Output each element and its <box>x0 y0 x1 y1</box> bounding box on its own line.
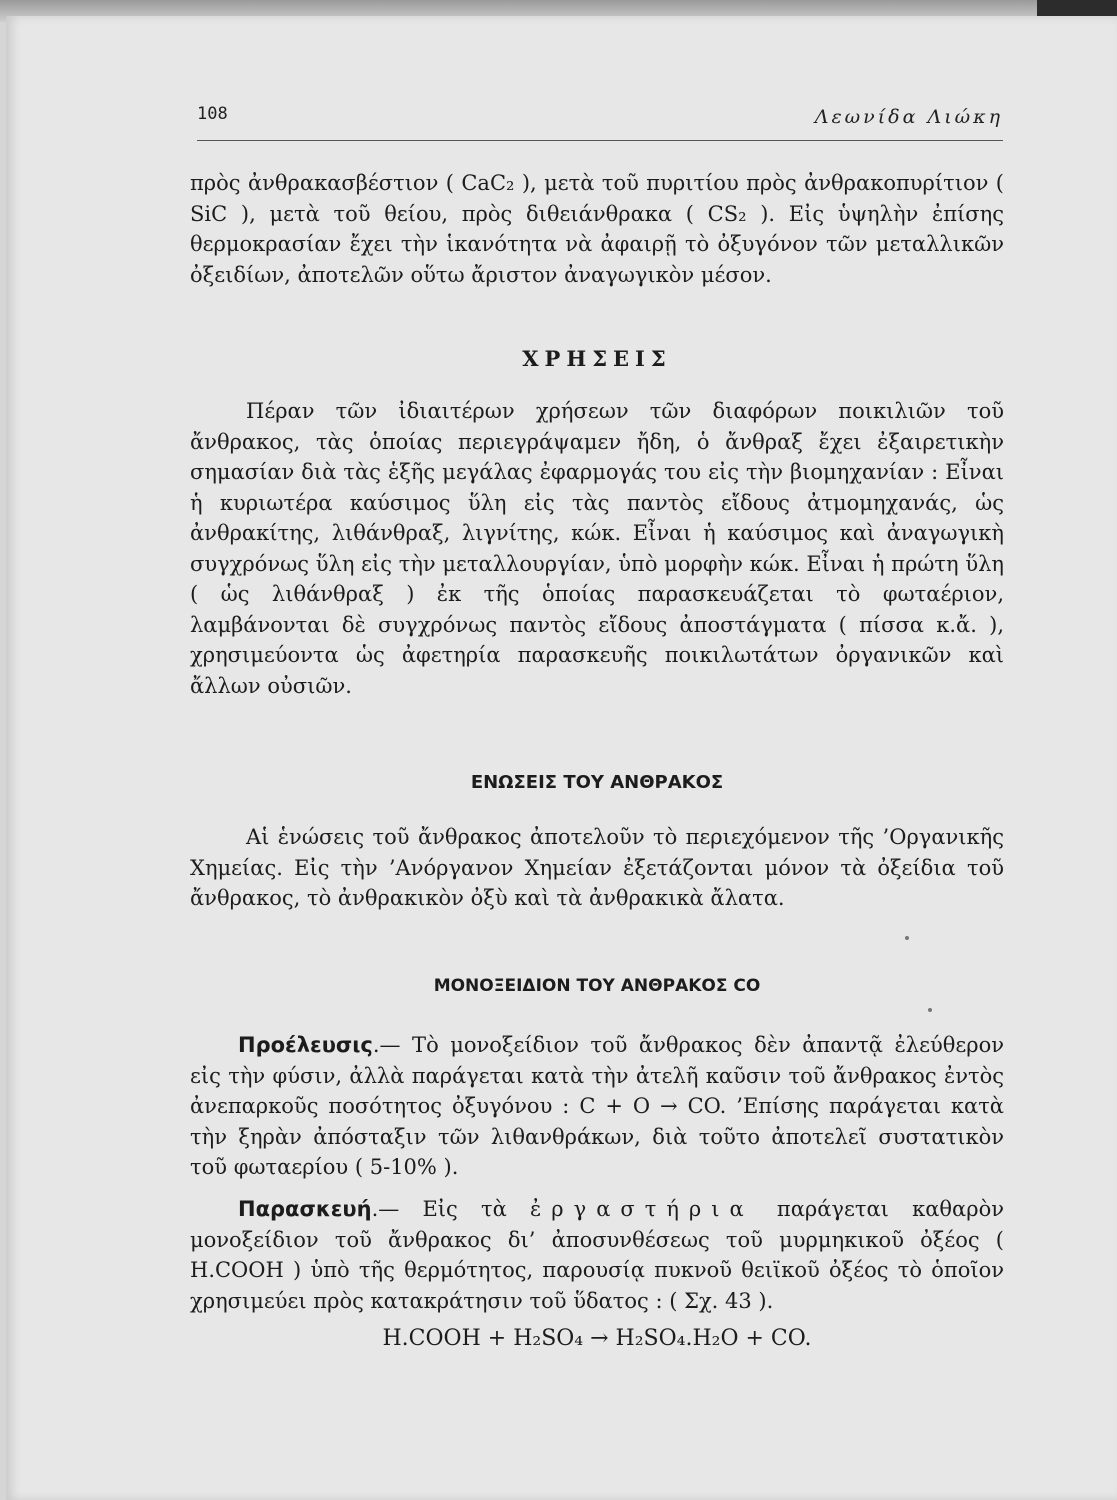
preparation-paragraph <box>190 1194 1004 1316</box>
origin-lead: Προέλευσις <box>238 1033 373 1057</box>
compounds-paragraph: Αἱ ἑνώσεις τοῦ ἄνθρακος ἀποτελοῦν τὸ περιεχόμενον τῆς ’Οργανικῆς Χημείας. Εἰς τὴν ’Ανόργανον Χημείαν ἐξετάζονται μόνον τὰ ὀξείδια τοῦ ἄνθρακος, τὸ ἀνθρακικὸν ὀξὺ καὶ τὰ ἀνθρακικὰ ἄλατα. <box>190 825 1004 910</box>
origin-text: .— Τὸ μονοξείδιον τοῦ ἄνθρακος δὲν ἀπαντᾷ ἐλεύθερον εἰς τὴν φύσιν, ἀλλὰ παράγεται κατὰ τὴν ἀτελῆ καῦσιν τοῦ ἄνθρακος ἐντὸς ἀνεπαρκοῦς ποσότητος ὀξυγόνου : C + O → CO. ’Επίσης παράγεται κατὰ τὴν ξηρὰν ἀπόσταξιν τῶν λιθανθράκων, διὰ τοῦτο ἀποτελεῖ συστατικὸν τοῦ φωταερίου ( 5-10% ). <box>190 1033 1004 1179</box>
preparation-lead: Παρασκευή <box>238 1197 372 1221</box>
scan-speck <box>905 936 909 940</box>
heading-uses: ΧΡΗΣΕΙΣ <box>522 346 672 371</box>
origin-paragraph <box>190 1030 1004 1183</box>
preparation-spaced-word: ἐργαστήρια <box>530 1197 754 1221</box>
scan-speck <box>928 1008 932 1012</box>
running-title: Λεωνίδα Λιώκη <box>814 106 1003 128</box>
preparation-text-end: παράγεται καθαρὸν μονοξείδιον τοῦ ἄνθρακος δι’ ἀποσυνθέσεως τοῦ μυρμηκικοῦ ὀξέος ( H.COOH ) ὑπὸ τῆς θερμότητος, παρουσίᾳ πυκνοῦ θειϊκοῦ ὀξέος τὸ ὁποῖον χρησιμεύει πρὸς κατακράτησιν τοῦ ὕδατος : ( Σχ. 43 ). <box>190 1197 1004 1313</box>
page-header <box>197 104 1003 132</box>
heading-compounds: ΕΝΩΣΕΙΣ ΤΟΥ ΑΝΘΡΑΚΟΣ <box>470 772 724 793</box>
header-rule <box>197 140 1003 141</box>
uses-paragraph: Πέραν τῶν ἰδιαιτέρων χρήσεων τῶν διαφόρων ποικιλιῶν τοῦ ἄνθρακος, τὰς ὁποίας περιεγράψαμεν ἤδη, ὁ ἄνθραξ ἔχει ἐξαιρετικὴν σημασίαν διὰ τὰς ἑξῆς μεγάλας ἐφαρμογάς του εἰς τὴν βιομηχανίαν : Εἶναι ἡ κυριωτέρα καύσιμος ὕλη εἰς τὰς παντὸς εἴδους ἀτμομηχανάς, ὡς ἀνθρακίτης, λιθάνθραξ, λιγνίτης, κώκ. Εἶναι ἡ καύσιμος καὶ ἀναγωγικὴ συγχρόνως ὕλη εἰς τὴν μεταλλουργίαν, ὑπὸ μορφὴν κώκ. Εἶναι ἡ πρώτη ὕλη ( ὡς λιθάνθραξ ) ἐκ τῆς ὁποίας παρασκευάζεται τὸ φωταέριον, λαμβάνονται δὲ συγχρόνως παντὸς εἴδους ἀποστάγματα ( πίσσα κ.ἄ. ), χρησιμεύοντα ὡς ἀφετηρία παρασκευῆς ποικιλωτάτων ὀργανικῶν καὶ ἄλλων οὐσιῶν. <box>190 399 1004 698</box>
page-number: 108 <box>197 104 228 124</box>
heading-monoxide: ΜΟΝΟΞΕΙΔΙΟΝ ΤΟΥ ΑΝΘΡΑΚΟΣ CO <box>433 976 761 996</box>
reaction-formula: H.COOH + H₂SO₄ → H₂SO₄.H₂O + CO. <box>382 1326 812 1351</box>
intro-paragraph: πρὸς ἀνθρακασβέστιον ( CaC₂ ), μετὰ τοῦ πυριτίου πρὸς ἀνθρακοπυρίτιον ( SiC ), μετὰ τοῦ θείου, πρὸς διθειάνθρακα ( CS₂ ). Εἰς ὑψηλὴν ἐπίσης θερμοκρασίαν ἔχει τὴν ἱκανότητα νὰ ἀφαιρῇ τὸ ὀξυγόνον τῶν μεταλλικῶν ὀξειδίων, ἀποτελῶν οὕτω ἄριστον ἀναγωγικὸν μέσον. <box>190 171 1004 287</box>
preparation-text-start: .— Εἰς τὰ <box>371 1197 531 1221</box>
